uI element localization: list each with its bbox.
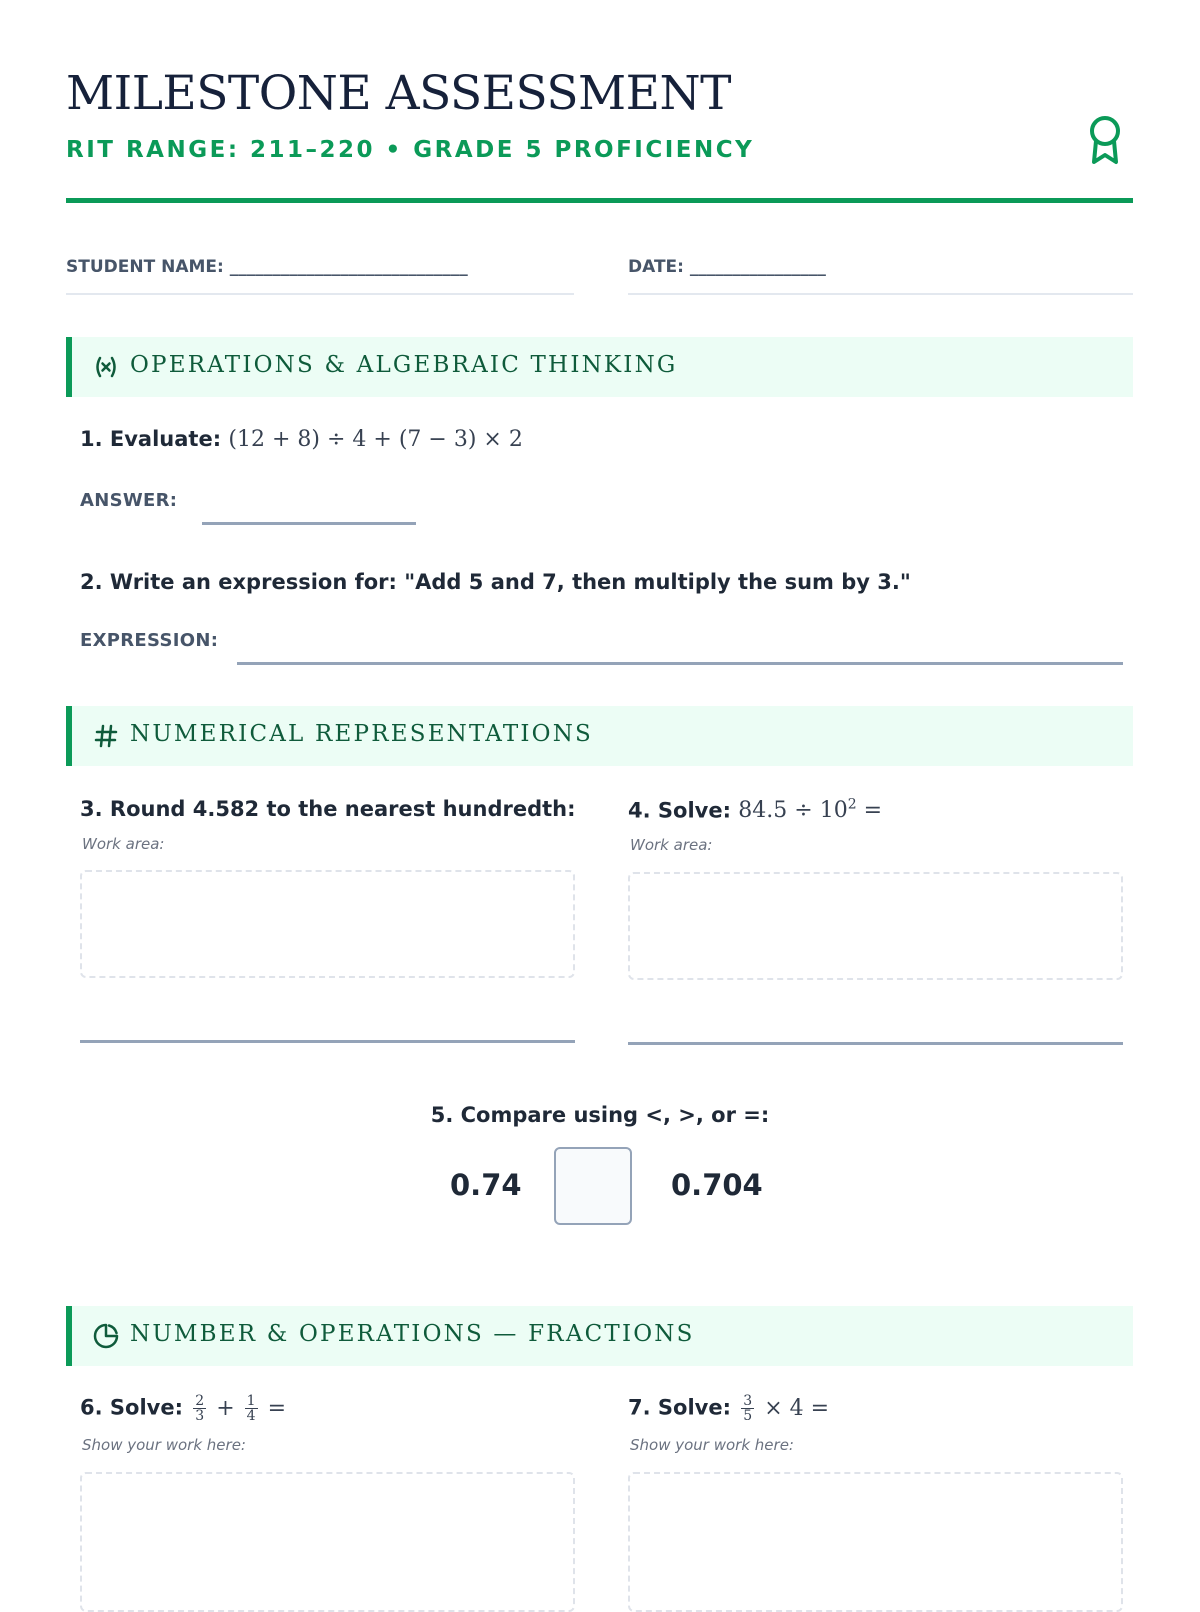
- section-fractions: [66, 1306, 1133, 1366]
- question-6: [80, 1394, 286, 1423]
- award-ribbon-icon: [1088, 114, 1122, 166]
- work-area-label: Show your work here:: [82, 1436, 246, 1454]
- pie-chart-icon: [92, 1322, 120, 1350]
- student-name-underline: [66, 293, 574, 295]
- section-operations-algebraic: [66, 337, 1133, 397]
- times-circle-icon: [92, 353, 120, 381]
- work-area-label: Work area:: [82, 835, 165, 853]
- question-1: [80, 427, 523, 452]
- section-numerical-representations: [66, 706, 1133, 766]
- work-area-label: Work area:: [630, 836, 713, 854]
- question-6-prompt: 6. Solve:: [80, 1395, 183, 1420]
- page-subtitle: RIT RANGE: 211–220 • GRADE 5 PROFICIENCY: [66, 137, 755, 163]
- question-7-work-area[interactable]: [628, 1472, 1123, 1612]
- compare-left-value: 0.74: [450, 1168, 522, 1202]
- answer-label: ANSWER:: [80, 490, 178, 511]
- question-6-expression: $\frac{2}{3}$ + $\frac{1}{4}$ =: [195, 1393, 287, 1424]
- question-1-answer-line[interactable]: [202, 522, 416, 525]
- question-7: [628, 1394, 829, 1423]
- question-2-answer-line[interactable]: [237, 662, 1123, 665]
- question-1-prompt: 1. Evaluate:: [80, 427, 222, 451]
- student-name-field[interactable]: STUDENT NAME: ____________________________: [66, 257, 468, 277]
- date-underline: [628, 293, 1133, 295]
- compare-answer-box[interactable]: [554, 1147, 632, 1225]
- question-4-expression: $84.5 \div 10^2$ =: [738, 797, 883, 824]
- header-divider: [66, 198, 1133, 203]
- question-6-work-area[interactable]: [80, 1472, 575, 1612]
- section-title: OPERATIONS & ALGEBRAIC THINKING: [130, 352, 678, 378]
- question-3-answer-line[interactable]: [80, 1040, 575, 1043]
- question-3-work-area[interactable]: [80, 870, 575, 978]
- question-4-prompt: 4. Solve:: [628, 798, 731, 823]
- section-title: NUMERICAL REPRESENTATIONS: [130, 721, 594, 747]
- page-title: MILESTONE ASSESSMENT: [66, 66, 731, 121]
- hash-icon: [92, 722, 120, 750]
- question-7-prompt: 7. Solve:: [628, 1395, 731, 1420]
- question-1-expression: (12 + 8) ÷ 4 + (7 − 3) × 2: [228, 427, 523, 452]
- question-4-answer-line[interactable]: [628, 1042, 1123, 1045]
- question-3-prompt: 3. Round 4.582 to the nearest hundredth:: [80, 797, 576, 821]
- section-title: NUMBER & OPERATIONS — FRACTIONS: [130, 1321, 695, 1347]
- question-5-prompt: 5. Compare using <, >, or =:: [430, 1103, 770, 1127]
- question-7-expression: $\frac{3}{5}$ × 4 =: [743, 1393, 830, 1424]
- question-2-prompt: 2. Write an expression for: "Add 5 and 7, then multiply the sum by 3.": [80, 570, 911, 594]
- work-area-label: Show your work here:: [630, 1436, 794, 1454]
- question-4-work-area[interactable]: [628, 872, 1123, 980]
- date-field[interactable]: DATE: ________________: [628, 257, 826, 277]
- compare-right-value: 0.704: [671, 1168, 763, 1202]
- question-4: [628, 797, 882, 823]
- expression-label: EXPRESSION:: [80, 630, 219, 651]
